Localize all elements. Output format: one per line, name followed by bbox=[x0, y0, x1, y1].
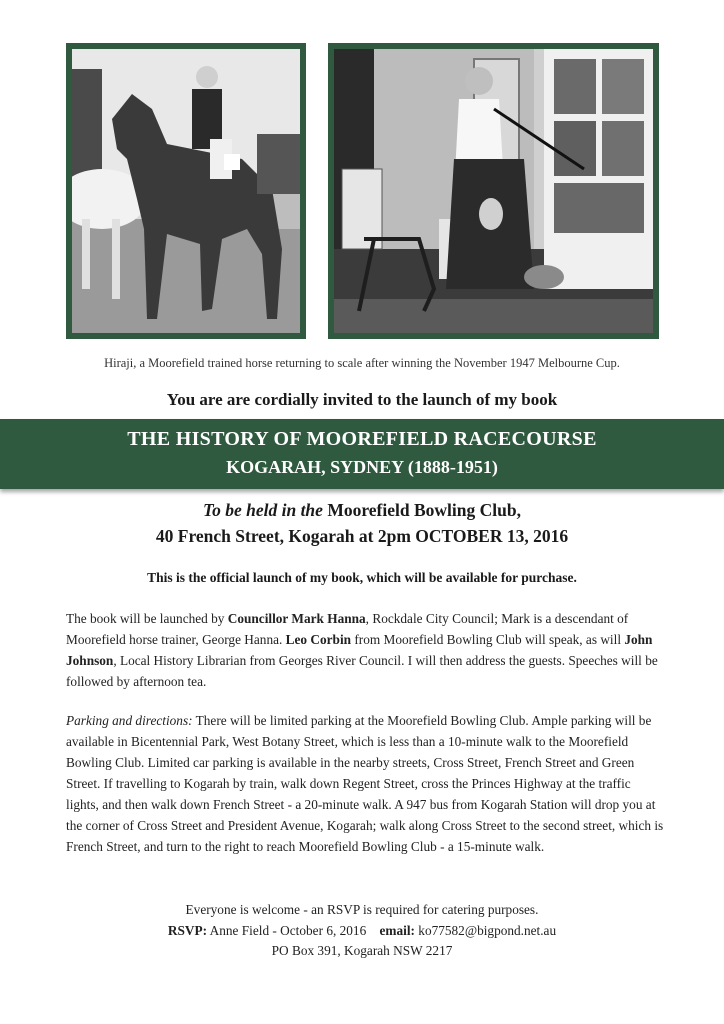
rsvp-line bbox=[0, 921, 724, 942]
parking-paragraph bbox=[66, 710, 666, 857]
para1-text-4: , Local History Librarian from Georges River Council. I will then address the guests. Speeches will be followed by afternoon tea. bbox=[66, 653, 658, 689]
rsvp-footer bbox=[0, 900, 724, 962]
rsvp-label: RSVP: bbox=[167, 922, 208, 938]
venue-details bbox=[0, 497, 724, 549]
book-title: THE HISTORY OF MOOREFIELD RACECOURSE bbox=[127, 428, 597, 450]
venue-line-2: 40 French Street, Kogarah at 2pm OCTOBER 13, 2016 bbox=[155, 526, 569, 546]
rsvp-value: Anne Field - October 6, 2016 bbox=[207, 922, 367, 938]
official-launch-note: This is the official launch of my book, which will be available for purchase. bbox=[147, 570, 577, 585]
horse-photo bbox=[66, 43, 306, 339]
parking-text: There will be limited parking at the Moorefield Bowling Club. Ample parking will be available in Bicentennial Park, West Botany Street, which is less than a 10-minute walk to the Moorefield Bowling Club. Limited car parking is available in the nearby streets, Cross Street, French Street and Green Street. If travelling to Kogarah by train, walk down Regent Street, cross the Princes Highway at the traffic lights, and then walk down French Street - a 20-minute walk. A 947 bus from Kogarah Station will drop you at the corner of Cross Street and President Avenue, Kogarah; walk along Cross Street to the second street, which is French Street, and turn to the right to reach Moorefield Bowling Club - a 15-minute walk. bbox=[66, 713, 664, 854]
email-label: email: bbox=[379, 922, 415, 938]
parking-label: Parking and directions: bbox=[66, 713, 193, 728]
title-banner bbox=[0, 419, 724, 489]
para1-text-2: , Rockdale City Council; Mark is a descendant of Moorefield horse trainer, George Hanna. bbox=[66, 611, 629, 647]
venue-line-1 bbox=[0, 497, 724, 523]
venue-name: Moorefield Bowling Club, bbox=[322, 500, 521, 520]
photo-caption: Hiraji, a Moorefield trained horse returning to scale after winning the November 1947 Melbourne Cup. bbox=[104, 356, 620, 370]
speakers-paragraph bbox=[66, 608, 666, 692]
para1-text-3: from Moorefield Bowling Club will speak, as will bbox=[351, 632, 625, 647]
speaker-leo-corbin: Leo Corbin bbox=[285, 632, 352, 647]
venue-prefix: To be held in the bbox=[203, 500, 323, 520]
email-value: ko77582@bigpond.net.au bbox=[414, 922, 557, 938]
speaker-mark-hanna: Councillor Mark Hanna bbox=[227, 611, 366, 626]
postal-address: PO Box 391, Kogarah NSW 2217 bbox=[271, 943, 453, 958]
book-subtitle: KOGARAH, SYDNEY (1888-1951) bbox=[226, 457, 498, 477]
speaker-photo bbox=[328, 43, 659, 339]
invitation-heading: You are are cordially invited to the launch of my book bbox=[166, 390, 558, 409]
para1-text-1: The book will be launched by bbox=[66, 611, 228, 626]
speaker-photo-image bbox=[334, 49, 653, 333]
horse-photo-image bbox=[72, 49, 300, 333]
speaker-john-johnson: John Johnson bbox=[66, 632, 653, 668]
welcome-line: Everyone is welcome - an RSVP is required for catering purposes. bbox=[185, 902, 539, 917]
